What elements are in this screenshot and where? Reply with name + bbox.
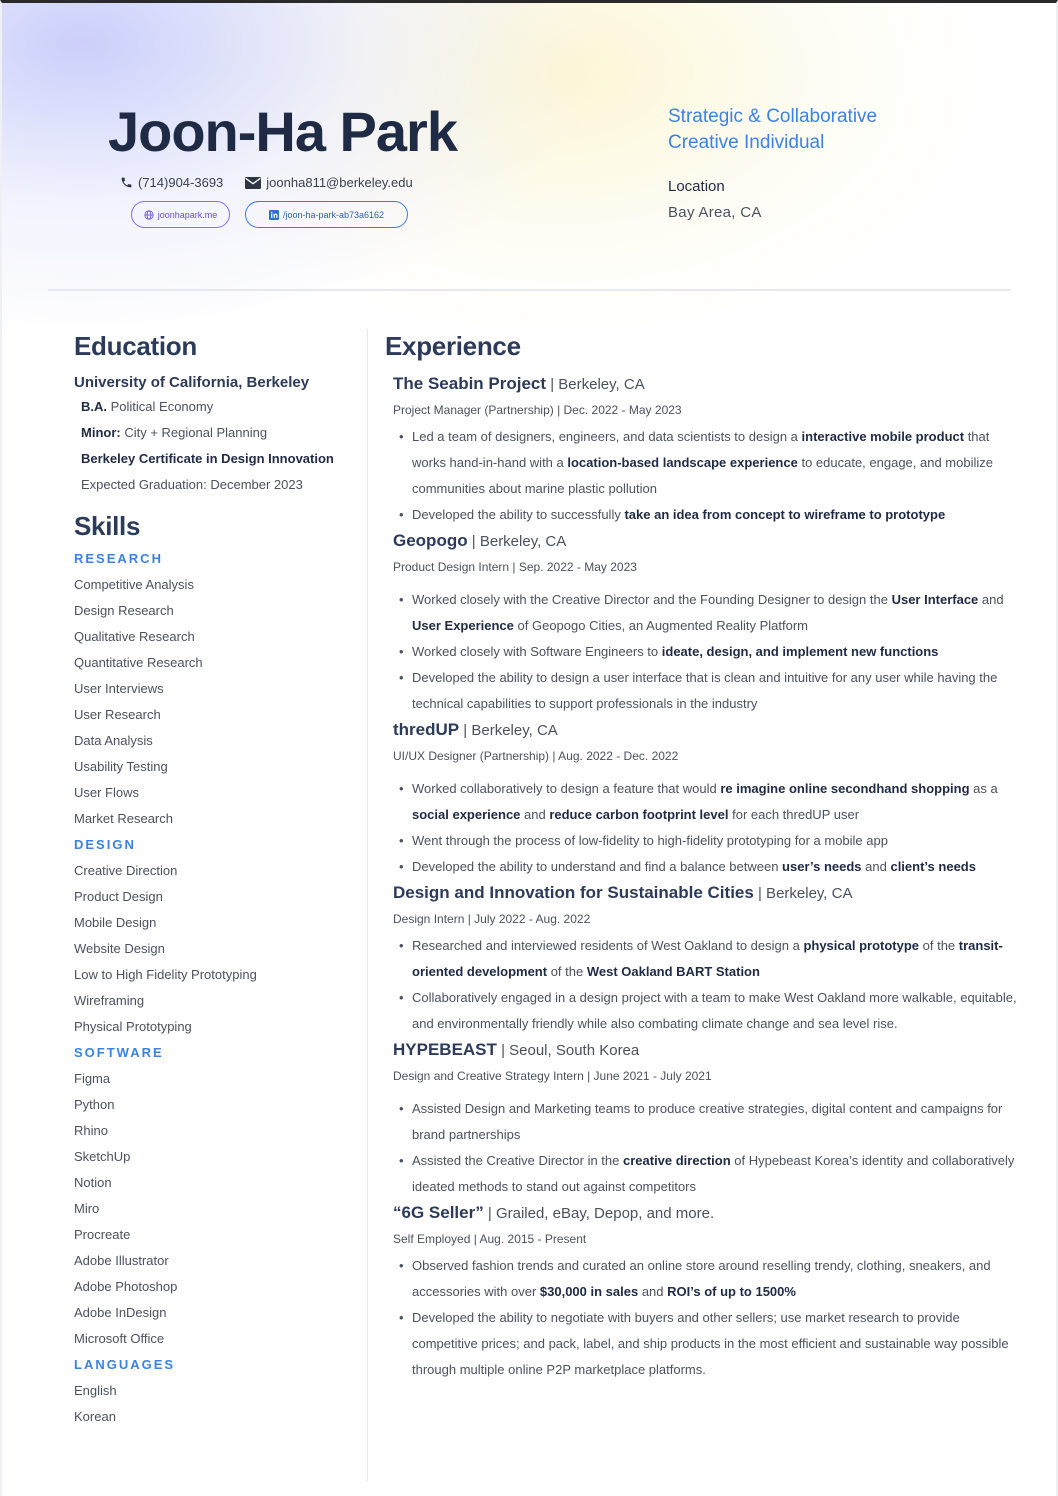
email-address: joonha811@berkeley.edu xyxy=(266,175,413,190)
location-value: Bay Area, CA xyxy=(668,204,762,221)
contact-row xyxy=(120,175,413,190)
mail-icon xyxy=(245,177,261,189)
skill-category-software: SOFTWARE xyxy=(74,1045,164,1060)
job-bullets xyxy=(393,1253,1025,1383)
job-bullets xyxy=(393,776,1025,880)
skill-item: Rhino xyxy=(74,1123,108,1138)
bullet-text: as a xyxy=(969,781,998,796)
job-bullet xyxy=(399,985,1025,1037)
job-bullet xyxy=(399,776,1025,828)
skill-category-design: DESIGN xyxy=(74,837,136,852)
location-label: Location xyxy=(668,178,725,195)
skill-item: Low to High Fidelity Prototyping xyxy=(74,967,257,982)
left-column xyxy=(74,331,359,1430)
job-entry xyxy=(385,1200,1025,1383)
skills-title: Skills xyxy=(74,511,141,541)
job-header xyxy=(393,371,1025,398)
skill-item: Adobe Photoshop xyxy=(74,1279,178,1294)
bullet-text: and xyxy=(520,807,550,822)
certificate-text: Berkeley Certificate in Design Innovation xyxy=(81,451,334,466)
bullet-highlight: User Interface xyxy=(891,592,979,607)
job-bullet xyxy=(399,1305,1025,1383)
email-contact[interactable] xyxy=(245,175,412,190)
job-bullet xyxy=(399,933,1025,985)
job-bullet xyxy=(399,502,1025,528)
job-bullet xyxy=(399,424,1025,502)
job-entry xyxy=(385,717,1025,880)
job-bullet xyxy=(399,828,1025,854)
skill-item: Adobe Illustrator xyxy=(74,1253,169,1268)
bullet-text: Led a team of designers, engineers, and data scientists to design a xyxy=(412,429,802,444)
bullet-text: that works hand-in-hand with a xyxy=(412,429,990,470)
skill-item: User Research xyxy=(74,707,161,722)
jobs-list xyxy=(385,371,1025,1383)
minor-line xyxy=(74,420,359,446)
skill-item: Usability Testing xyxy=(74,759,168,774)
skill-item: Competitive Analysis xyxy=(74,577,194,592)
skill-item: Qualitative Research xyxy=(74,629,195,644)
bullet-highlight: client’s needs xyxy=(890,859,976,874)
bullet-text: and xyxy=(638,1284,668,1299)
phone-contact[interactable] xyxy=(120,175,223,190)
skill-item: User Interviews xyxy=(74,681,164,696)
bullet-highlight: transit-oriented development xyxy=(412,938,1003,979)
linkedin-icon xyxy=(269,210,279,220)
job-role-dates: Project Manager (Partnership) | Dec. 2022 - May 2023 xyxy=(393,403,682,417)
website-text: joonhapark.me xyxy=(157,209,218,220)
experience-title: Experience xyxy=(385,331,521,361)
column-divider xyxy=(367,329,368,1481)
bullet-highlight: reduce carbon footprint level xyxy=(549,807,729,822)
skill-item: Adobe InDesign xyxy=(74,1305,167,1320)
skill-item: English xyxy=(74,1383,117,1398)
bullet-text: for each thredUP user xyxy=(728,807,860,822)
bullet-highlight: re imagine online secondhand shopping xyxy=(720,781,970,796)
skill-item: Product Design xyxy=(74,889,163,904)
degree-line xyxy=(74,394,359,420)
bullet-highlight: physical prototype xyxy=(803,938,920,953)
header-divider xyxy=(48,289,1011,291)
skill-item: SketchUp xyxy=(74,1149,131,1164)
bullet-text: of the xyxy=(919,938,959,953)
bullet-text: of the xyxy=(547,964,587,979)
job-company: HYPEBEAST xyxy=(393,1040,497,1059)
bullet-text: to educate, engage, and mobilize communities about marine plastic pollution xyxy=(412,455,993,496)
skill-item: Figma xyxy=(74,1071,111,1086)
job-company: The Seabin Project xyxy=(393,374,547,393)
job-role-dates: Self Employed | Aug. 2015 - Present xyxy=(393,1232,587,1246)
job-bullet xyxy=(399,1096,1025,1148)
skill-category-research: RESEARCH xyxy=(74,551,163,566)
job-header xyxy=(393,717,1025,744)
phone-icon xyxy=(120,176,133,189)
job-header xyxy=(393,1200,1025,1227)
candidate-name: Joon-Ha Park xyxy=(108,100,457,163)
skill-item: Procreate xyxy=(74,1227,131,1242)
bullet-text: Developed the ability to negotiate with buyers and other sellers; use market research to provide competitive prices; and pack, label, and ship products in the most efficient and sustainable way possible through multiple online P2P marketplace platforms. xyxy=(412,1310,1009,1377)
job-location: | Berkeley, CA xyxy=(753,885,853,902)
bullet-text: Observed fashion trends and curated an online store around reselling trendy, clothing, sneakers, and accessories with over xyxy=(412,1258,991,1299)
skill-item: Python xyxy=(74,1097,115,1112)
bullet-highlight: social experience xyxy=(412,807,521,822)
skill-item: Physical Prototyping xyxy=(74,1019,192,1034)
globe-icon xyxy=(144,210,154,220)
job-bullet xyxy=(399,854,1025,880)
tagline xyxy=(668,104,877,156)
bullet-text: Developed the ability to understand and find a balance between xyxy=(412,859,783,874)
job-bullets xyxy=(393,933,1025,1037)
skill-item: Website Design xyxy=(74,941,165,956)
phone-number: (714)904-3693 xyxy=(138,175,224,190)
bullet-highlight: interactive mobile product xyxy=(801,429,965,444)
job-company: Design and Innovation for Sustainable Cities xyxy=(393,883,754,902)
skill-item: Design Research xyxy=(74,603,174,618)
job-bullets xyxy=(393,587,1025,717)
bullet-highlight: West Oakland BART Station xyxy=(586,964,760,979)
tagline-line-1: Strategic & Collaborative xyxy=(668,106,878,127)
bullet-highlight: location-based landscape experience xyxy=(567,455,798,470)
job-role-dates: Design and Creative Strategy Intern | June 2021 - July 2021 xyxy=(393,1069,712,1083)
linkedin-link[interactable] xyxy=(245,201,408,228)
bullet-highlight: ideate, design, and implement new functions xyxy=(661,644,939,659)
education-title: Education xyxy=(74,331,197,361)
job-bullet xyxy=(399,665,1025,717)
job-role-dates: Design Intern | July 2022 - Aug. 2022 xyxy=(393,912,591,926)
bullet-text: of Geopogo Cities, an Augmented Reality Platform xyxy=(513,618,809,633)
bullet-highlight: user’s needs xyxy=(782,859,862,874)
degree-label: B.A. xyxy=(81,399,107,414)
skill-item: Notion xyxy=(74,1175,112,1190)
minor-label: Minor: xyxy=(81,425,121,440)
skill-item: Microsoft Office xyxy=(74,1331,165,1346)
bullet-text: and xyxy=(861,859,891,874)
bullet-text: Assisted the Creative Director in the xyxy=(412,1153,623,1168)
bullet-text: Worked closely with Software Engineers to xyxy=(412,644,662,659)
skill-item: Creative Direction xyxy=(74,863,178,878)
skill-item: Wireframing xyxy=(74,993,145,1008)
skill-item: User Flows xyxy=(74,785,140,800)
skill-item: Quantitative Research xyxy=(74,655,203,670)
job-bullets xyxy=(393,1096,1025,1200)
job-entry xyxy=(385,528,1025,717)
skill-category-languages: LANGUAGES xyxy=(74,1357,176,1372)
job-company: thredUP xyxy=(393,720,460,739)
job-entry xyxy=(385,880,1025,1037)
skill-item: Data Analysis xyxy=(74,733,153,748)
job-bullet xyxy=(399,1253,1025,1305)
job-role-dates: Product Design Intern | Sep. 2022 - May 2023 xyxy=(393,560,637,574)
bullet-highlight: ROI’s of up to 1500% xyxy=(667,1284,796,1299)
job-location: | Grailed, eBay, Depop, and more. xyxy=(483,1205,715,1222)
bullet-highlight: User Experience xyxy=(412,618,514,633)
website-link[interactable] xyxy=(131,201,230,228)
job-location: | Seoul, South Korea xyxy=(496,1042,640,1059)
bullet-text: Developed the ability to design a user interface that is clean and intuitive for any user while having the technical capabilities to support professionals in the industry xyxy=(412,670,998,711)
degree-value: Political Economy xyxy=(110,399,214,414)
linkedin-text: /joon-ha-park-ab73a6162 xyxy=(282,209,385,220)
bullet-highlight: creative direction xyxy=(622,1153,731,1168)
job-entry xyxy=(385,371,1025,528)
skill-item: Mobile Design xyxy=(74,915,157,930)
skill-item: Korean xyxy=(74,1409,116,1424)
bullet-highlight: take an idea from concept to wireframe to prototype xyxy=(624,507,946,522)
skill-item: Market Research xyxy=(74,811,173,826)
job-header xyxy=(393,528,1025,555)
job-entry xyxy=(385,1037,1025,1200)
job-header xyxy=(393,880,1025,907)
bullet-text: Researched and interviewed residents of West Oakland to design a xyxy=(412,938,804,953)
bullet-text: of Hypebeast Korea’s identity and collaboratively ideated methods to stand out against competitors xyxy=(412,1153,1015,1194)
job-bullets xyxy=(393,424,1025,528)
certificate-line xyxy=(74,446,359,472)
bullet-text: Worked closely with the Creative Director and the Founding Designer to design the xyxy=(412,592,892,607)
job-role-dates: UI/UX Designer (Partnership) | Aug. 2022 - Dec. 2022 xyxy=(393,749,679,763)
job-location: | Berkeley, CA xyxy=(459,722,558,739)
job-location: | Berkeley, CA xyxy=(467,533,567,550)
minor-value: City + Regional Planning xyxy=(124,425,268,440)
bullet-text: Went through the process of low-fidelity to high-fidelity prototyping for a mobile app xyxy=(412,833,888,848)
job-company: Geopogo xyxy=(393,531,468,550)
bullet-text: Developed the ability to successfully xyxy=(412,507,625,522)
bullet-text: Worked collaboratively to design a feature that would xyxy=(412,781,721,796)
tagline-line-2: Creative Individual xyxy=(668,132,825,153)
right-column xyxy=(385,331,1025,1383)
graduation-line: Expected Graduation: December 2023 xyxy=(81,477,303,492)
job-bullet xyxy=(399,639,1025,665)
skills-list xyxy=(74,546,359,1430)
bullet-text: and xyxy=(978,592,1004,607)
bullet-text: Assisted Design and Marketing teams to produce creative strategies, digital content and campaigns for brand partnerships xyxy=(412,1101,1003,1142)
bullet-highlight: $30,000 in sales xyxy=(539,1284,639,1299)
bullet-text: Collaboratively engaged in a design project with a team to make West Oakland more walkable, equitable, and environmentally friendly while also combating climate change and sea level rise. xyxy=(412,990,1017,1031)
skill-item: Miro xyxy=(74,1201,100,1216)
job-bullet xyxy=(399,1148,1025,1200)
school-name: University of California, Berkeley xyxy=(74,374,310,391)
job-header xyxy=(393,1037,1025,1064)
job-location: | Berkeley, CA xyxy=(546,376,645,393)
job-company: “6G Seller” xyxy=(393,1203,484,1222)
job-bullet xyxy=(399,587,1025,639)
